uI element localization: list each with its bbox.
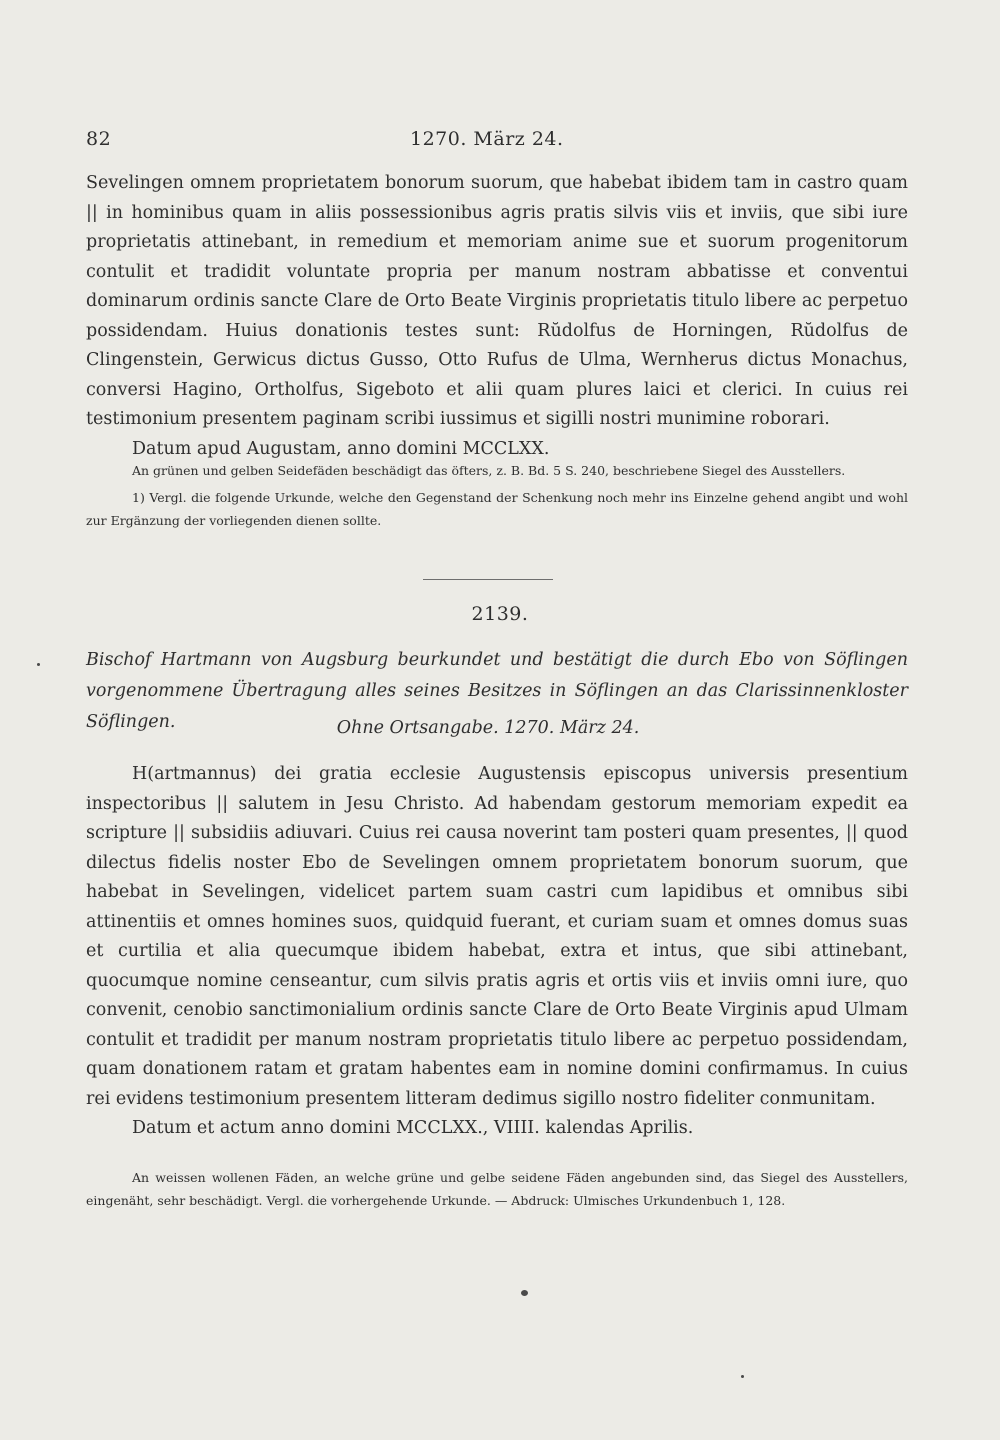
document-text: [86, 760, 908, 1144]
previous-document-text: [86, 169, 908, 464]
ink-speck: [521, 1290, 528, 1296]
seal-note: An grünen und gelben Seidefäden beschädigt das öfters, z. B. Bd. 5 S. 240, beschriebene Siegel des Ausstellers.: [132, 463, 846, 478]
document-note: [86, 1166, 908, 1212]
previous-document-paragraph: Sevelingen omnem proprietatem bonorum suorum, que habebat ibidem tam in castro quam || in hominibus quam in aliis possessionibus agris pratis silvis viis et inviis, que sibi iure proprietatis attinebant, in remedium et memoriam anime sue et suorum progenitorum contulit et tradidit voluntate propria per manum nostram abbatisse et conventui dominarum ordinis sancte Clare de Orto Beate Virginis proprietatis titulo libere ac perpetuo possidendam. Huius donationis testes sunt: Rŭdolfus de Horningen, Rŭdolfus de Clingenstein, Gerwicus dictus Gusso, Otto Rufus de Ulma, Wernherus dictus Monachus, conversi Hagino, Ortholfus, Sigeboto et alii quam plures laici et clerici. In cuius rei testimonium presentem paginam scribi iussimus et sigilli nostri munimine roborari.: [86, 173, 908, 429]
ink-speck: [37, 663, 40, 666]
document-regest: Bischof Hartmann von Augsburg beurkundet und bestätigt die durch Ebo von Söflingen vorgenommene Übertragung alles seines Besitzes in Söflingen an das Clarissinnenkloster Söflingen.: [86, 650, 908, 732]
page-number: 82: [86, 128, 112, 150]
document-paragraph: H(artmannus) dei gratia ecclesie Augustensis episcopus universis presentium inspectoribus || salutem in Jesu Christo. Ad habendam gestorum memoriam expedit ea scripture || subsidiis adiuvari. Cuius rei causa noverint tam posteri quam presentes, || quod dilectus fidelis noster Ebo de Sevelingen omnem proprietatem bonorum suorum, que habebat in Sevelingen, videlicet partem suam castri cum lapidibus et omnibus sibi attinentiis et omnes homines suos, quidquid fuerant, et curiam suam et omnes domus suas et curtilia et alia quecumque ibidem habebat, extra et intus, que sibi attinebant, quocumque nomine censeantur, cum silvis pratis agris et ortis viis et inviis omni iure, quo convenit, cenobio sanctimonialium ordinis sancte Clare de Orto Beate Virginis apud Ulmam contulit et tradidit per manum nostram proprietatis titulo libere ac perpetuo possidendam, quam donationem ratam et gratam habentes eam in nomine domini confirmamus. In cuius rei evidens testimonium presentem litteram dedimus sigillo nostro fideliter conmunitam.: [86, 764, 908, 1109]
section-divider: [423, 579, 553, 580]
document-number: 2139.: [471, 603, 529, 625]
previous-document-dating: Datum apud Augustam, anno domini MCCLXX.: [132, 438, 550, 459]
running-head: 1270. März 24.: [410, 128, 564, 150]
document-dating: Ohne Ortsangabe. 1270. März 24.: [336, 718, 640, 738]
page-header: [86, 128, 906, 158]
footnote: 1) Vergl. die folgende Urkunde, welche den Gegenstand der Schenkung noch mehr ins Einzelne gehend angibt und wohl zur Ergänzung der vorliegenden dienen sollte.: [86, 490, 908, 528]
seal-description-note: An weissen wollenen Fäden, an welche grüne und gelbe seidene Fäden angebunden sind, das Siegel des Ausstellers, eingenäht, sehr beschädigt. Vergl. die vorhergehende Urkunde. — Abdruck: Ulmisches Urkundenbuch 1, 128.: [86, 1170, 908, 1208]
document-closing-dating: Datum et actum anno domini MCCLXX., VIIII. kalendas Aprilis.: [132, 1118, 694, 1138]
ink-speck: [741, 1375, 744, 1378]
previous-document-notes: [86, 459, 908, 532]
